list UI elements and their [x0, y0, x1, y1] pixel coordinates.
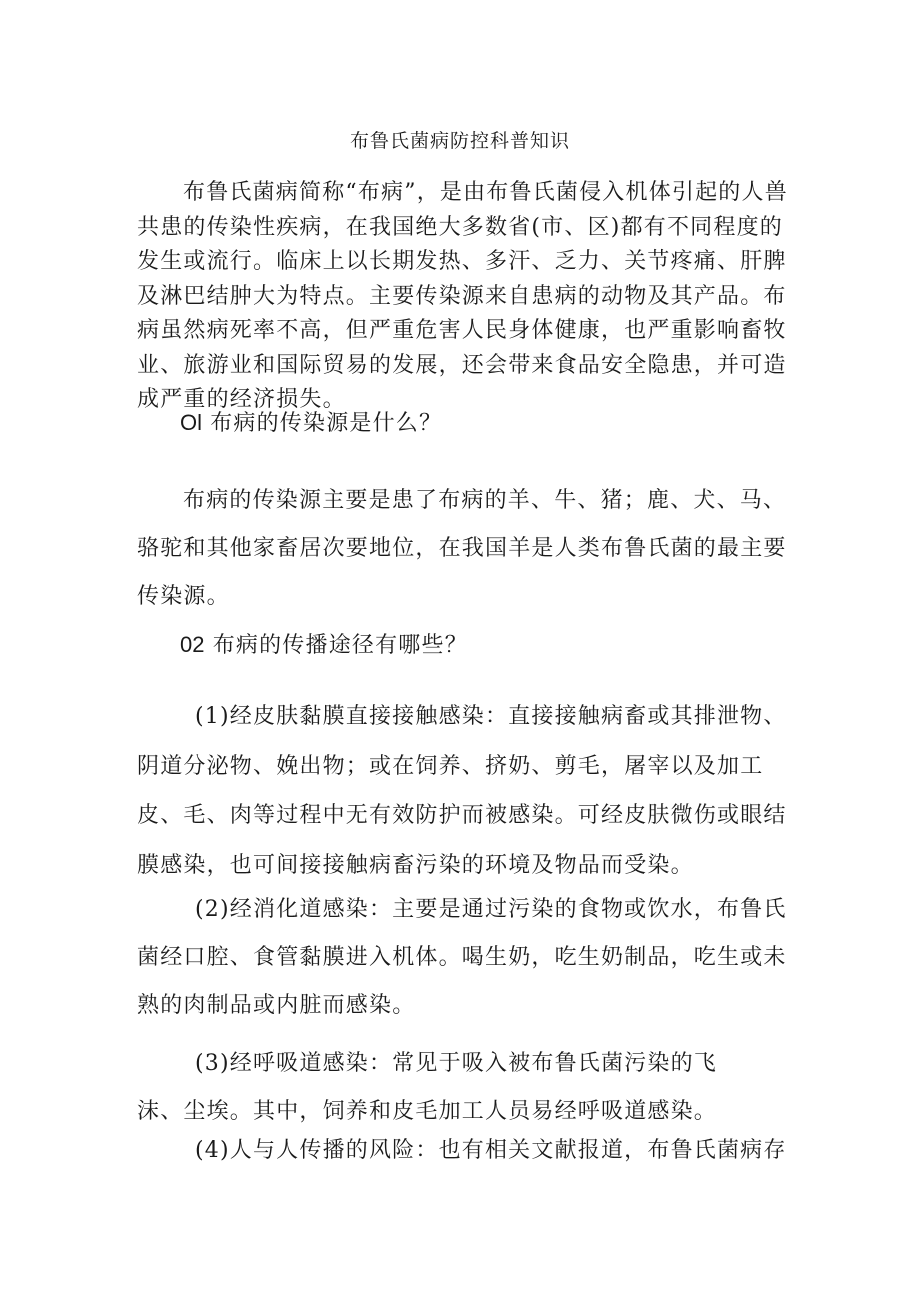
item-number: (4): [195, 1138, 230, 1163]
intro-paragraph: 布鲁氏菌病简称“布病”，是由布鲁氏菌侵入机体引起的人兽共患的传染性疾病，在我国绝大多数省(市、区)都有不同程度的发生或流行。临床上以长期发热、多汗、乏力、关节疼痛、肝脾及淋巴结肿大为特点。主要传染源来自患病的动物及其产品。布病虽然病死率不高，但严重危害人民身体健康，也严重影响畜牧业、旅游业和国际贸易的发展，还会带来食品安全隐患，并可造成严重的经济损失。: [137, 180, 788, 412]
section-number: Ol: [180, 410, 202, 435]
section-heading-source: [180, 408, 780, 439]
page-title: 布鲁氏菌病防控科普知识: [349, 130, 570, 152]
transmission-item-digestive: [137, 886, 797, 1030]
transmission-item-respiratory: [137, 1040, 797, 1136]
item-line: [137, 1040, 797, 1088]
item-text: 经消化道感染：主要是通过污染的食物或饮水，布鲁氏菌经口腔、食管黏膜进入机体。喝生奶，吃生奶制品，吃生或未熟的肉制品或内脏而感染。: [137, 897, 787, 1018]
source-paragraph: 布病的传染源主要是患了布病的羊、牛、猪；鹿、犬、马、骆驼和其他家畜居次要地位，在我国羊是人类布鲁氏菌的最主要传染源。: [137, 488, 787, 609]
item-number: (3): [195, 1051, 230, 1076]
section-number: 02: [180, 632, 205, 657]
item-text: 经呼吸道感染：常见于吸入被布鲁氏菌污染的飞: [229, 1051, 717, 1076]
item-number: (1): [195, 704, 230, 729]
item-text: 经皮肤黏膜直接接触感染：直接接触病畜或其排泄物、阴道分泌物、娩出物；或在饲养、挤奶、剪毛，屠宰以及加工皮、毛、肉等过程中无有效防护而被感染。可经皮肤微伤或眼结膜感染，也可间接接触病畜污染的环境及物品而受染。: [137, 704, 787, 878]
item-text-continued: 沫、尘埃。其中，饲养和皮毛加工人员易经呼吸道感染。: [137, 1099, 718, 1124]
section-heading-text: 布病的传播途径有哪些？: [212, 633, 468, 658]
transmission-item-person-to-person: [137, 1136, 797, 1166]
transmission-item-skin: [137, 692, 797, 890]
section-heading-transmission: [180, 630, 780, 661]
item-number: (2): [195, 897, 230, 922]
section-heading-text: 布病的传染源是什么？: [210, 411, 443, 436]
item-text: 人与人传播的风险：也有相关文献报道，布鲁氏菌病存: [229, 1138, 787, 1163]
